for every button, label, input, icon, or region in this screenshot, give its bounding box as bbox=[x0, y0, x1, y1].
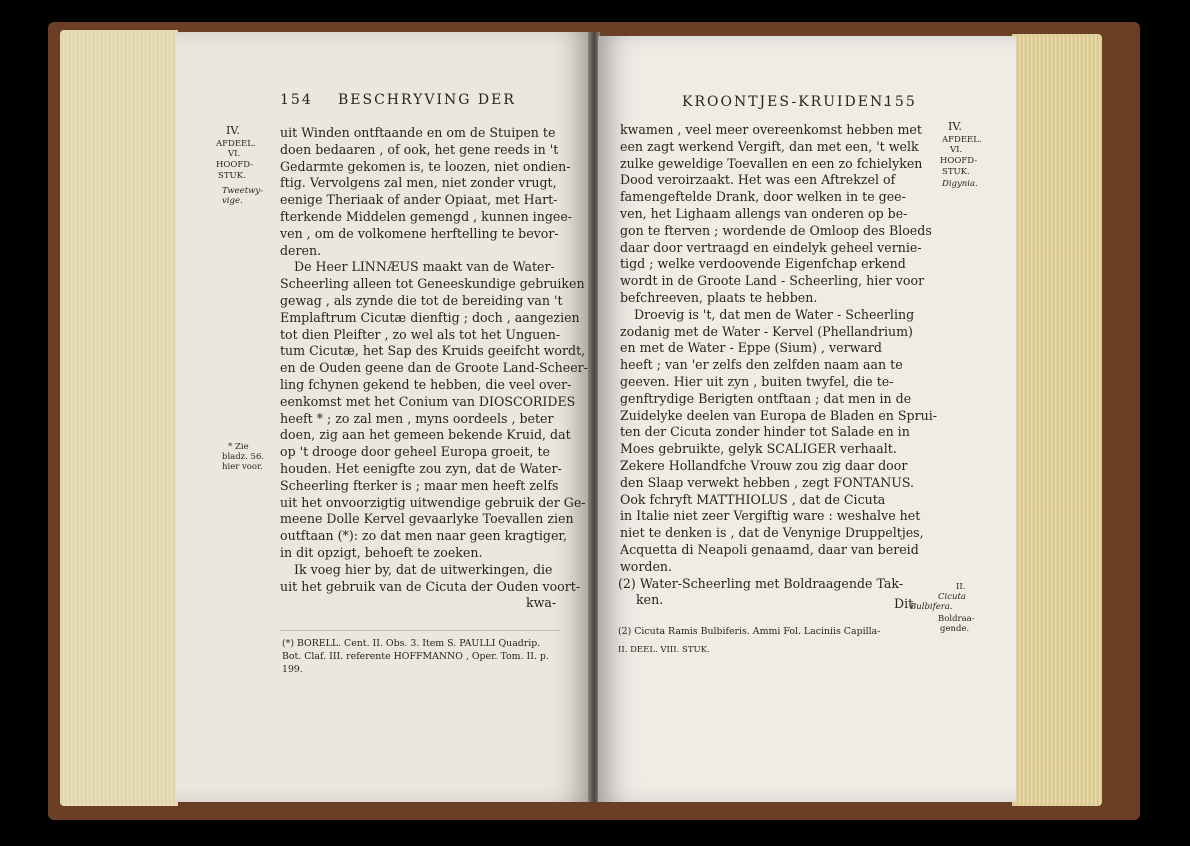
left-footnote-line: (*) BORELL. Cent. II. Obs. 3. Item S. PAULLI Quadrip. bbox=[282, 638, 541, 649]
margin-afdeel: AFDEEL. bbox=[942, 135, 982, 145]
right-text-line: niet te denken is , dat de Venynige Druppeltjes, bbox=[620, 525, 924, 541]
right-text-line: den Slaap verwekt hebben , zegt FONTANUS. bbox=[620, 474, 915, 490]
margin-afdeel-num: VI. bbox=[950, 145, 963, 155]
species-heading: (2) Water-Scheerling met Boldraagende Tak- bbox=[618, 576, 904, 591]
left-text-line: doen, zig aan het gemeen bekende Kruid, dat bbox=[280, 427, 571, 443]
species-margin: gende. bbox=[940, 624, 970, 634]
left-text-line: kwa- bbox=[526, 595, 557, 611]
right-text-line: Droevig is 't, dat men de Water - Scheerling bbox=[634, 306, 915, 322]
right-text-line: ten der Cicuta zonder hinder tot Salade en in bbox=[620, 424, 910, 440]
species-heading-cont: ken. bbox=[636, 592, 664, 607]
margin-part: IV. bbox=[226, 124, 240, 137]
left-text-line: uit Winden ontftaande en om de Stuipen te bbox=[280, 125, 556, 140]
right-text-line: Acquetta di Neapoli genaamd, daar van bereid bbox=[620, 542, 919, 557]
left-text-line: doen bedaaren , of ook, het gene reeds in 't bbox=[280, 141, 559, 157]
left-text-line: ven , om de volkomene herftelling te bevor- bbox=[280, 225, 559, 241]
right-page-number: 155 bbox=[884, 94, 917, 110]
margin-hoofd: HOOFD- bbox=[216, 160, 254, 170]
right-text-line: in Italie niet zeer Vergiftig ware : weshalve het bbox=[620, 508, 921, 524]
left-text-line: op 't drooge door geheel Europa groeit, te bbox=[280, 444, 550, 460]
right-text-line: geeven. Hier uit zyn , buiten twyfel, die te- bbox=[620, 374, 894, 389]
left-text-line: ling fchynen gekend te hebben, die veel over- bbox=[280, 377, 572, 392]
left-footnote-rule bbox=[280, 630, 560, 631]
left-text-line: outftaan (*): zo dat men naar geen kragtiger, bbox=[280, 528, 568, 544]
margin-note-page: bladz. 56. bbox=[222, 452, 265, 462]
left-text-line: Gedarmte gekomen is, te loozen, niet ondien- bbox=[280, 158, 571, 174]
left-text-line: eenige Theriaak of ander Opiaat, met Hart- bbox=[280, 192, 558, 208]
left-text-line: ftig. Vervolgens zal men, niet zonder vrugt, bbox=[280, 175, 557, 191]
species-margin: Boldraa- bbox=[938, 614, 975, 624]
left-text-line: Scheerling alleen tot Geneeskundige gebruiken bbox=[280, 276, 585, 292]
right-text-line: heeft ; van 'er zelfs den zelfden naam aan te bbox=[620, 357, 903, 373]
left-text-line: Scheerling fterker is ; maar men heeft zelfs bbox=[280, 477, 559, 493]
species-margin: Cicuta bbox=[938, 592, 966, 602]
margin-stuk: STUK. bbox=[218, 171, 246, 181]
margin-part: IV. bbox=[948, 120, 962, 133]
left-text-line: uit het onvoorzigtig uitwendige gebruik der Ge- bbox=[280, 494, 586, 510]
right-text-line: gon te fterven ; wordende de Omloop des Bloeds bbox=[620, 222, 932, 238]
left-text-line: houden. Het eenigfte zou zyn, dat de Water- bbox=[280, 461, 562, 476]
margin-note-ref: * Zie bbox=[228, 442, 249, 452]
right-text-line: Zekere Hollandfche Vrouw zou zig daar door bbox=[620, 458, 908, 473]
margin-afdeel-num: VI. bbox=[228, 149, 241, 159]
right-text-line: zodanig met de Water - Kervel (Phellandrium) bbox=[620, 323, 913, 339]
right-text-line: daar door vertraagd en eindelyk geheel vernie- bbox=[620, 239, 922, 255]
left-page bbox=[176, 32, 590, 802]
left-footnote-line: 199. bbox=[282, 664, 303, 675]
margin-class: Tweetwy- bbox=[222, 186, 264, 196]
right-running-head: KROONTJES-KRUIDEN. bbox=[682, 94, 890, 110]
margin-stuk: STUK. bbox=[942, 167, 970, 177]
left-text-line: in dit opzigt, behoeft te zoeken. bbox=[280, 545, 483, 560]
left-text-line: uit het gebruik van de Cicuta der Ouden voort- bbox=[280, 578, 581, 594]
left-text-line: gewag , als zynde die tot de bereiding van 't bbox=[280, 293, 563, 308]
species-margin: Bulbifera. bbox=[910, 602, 953, 612]
left-footnote-line: Bot. Claf. III. referente HOFFMANNO , Oper. Tom. II. p. bbox=[282, 651, 549, 662]
margin-note-here: hier voor. bbox=[222, 462, 263, 472]
left-page-edges bbox=[60, 30, 178, 806]
right-text-line: Dood veroirzaakt. Het was een Aftrekzel of bbox=[620, 172, 896, 188]
left-text-line: heeft * ; zo zal men , myns oordeels , beter bbox=[280, 410, 554, 426]
right-text-line: worden. bbox=[620, 558, 673, 574]
left-text-line: en de Ouden geene dan de Groote Land-Scheer- bbox=[280, 360, 588, 376]
left-page-number: 154 bbox=[280, 92, 313, 108]
right-text-line: een zagt werkend Vergift, dan met een, 't welk bbox=[620, 138, 919, 154]
right-text-line: famengeftelde Drank, door welken in te gee- bbox=[620, 189, 906, 205]
margin-order: Digynia. bbox=[942, 179, 978, 189]
margin-hoofd: HOOFD- bbox=[940, 156, 978, 166]
right-text-line: Moes gebruikte, gelyk SCALIGER verhaalt. bbox=[620, 441, 897, 457]
left-running-head: BESCHRYVING DER bbox=[338, 92, 516, 108]
right-text-line: Zuidelyke deelen van Europa de Bladen en Sprui- bbox=[620, 407, 938, 423]
margin-class-cont: vige. bbox=[222, 196, 243, 206]
left-text-line: Ik voeg hier by, dat de uitwerkingen, die bbox=[294, 561, 553, 577]
left-text-line: fterkende Middelen gemengd , kunnen ingee- bbox=[280, 209, 573, 224]
signature-mark: II. DEEL. VIII. STUK. bbox=[618, 645, 710, 655]
left-text-line: tot dien Pleifter , zo wel als tot het Unguen- bbox=[280, 326, 561, 342]
catchword: Dit bbox=[894, 596, 914, 611]
right-text-line: befchreeven, plaats te hebben. bbox=[620, 290, 818, 305]
left-text-line: Emplaftrum Cicutæ dienftig ; doch , aangezien bbox=[280, 309, 580, 325]
right-text-line: kwamen , veel meer overeenkomst hebben met bbox=[620, 122, 922, 137]
right-footnote-line: (2) Cicuta Ramis Bulbiferis. Ammi Fol. Laciniis Capilla- bbox=[618, 626, 881, 637]
right-text-line: genftrydige Berigten ontftaan ; dat men in de bbox=[620, 390, 912, 406]
left-text-line: tum Cicutæ, het Sap des Kruids geeifcht wordt, bbox=[280, 343, 586, 359]
right-page bbox=[598, 36, 1016, 802]
right-text-line: en met de Water - Eppe (Sium) , verward bbox=[620, 340, 882, 356]
right-text-line: tigd ; welke verdoovende Eigenfchap erkend bbox=[620, 256, 906, 272]
right-text-line: wordt in de Groote Land - Scheerling, hier voor bbox=[620, 273, 925, 289]
species-margin: II. bbox=[956, 582, 966, 592]
right-text-line: ven, het Lighaam allengs van onderen op be- bbox=[620, 206, 908, 221]
right-page-edges bbox=[1012, 34, 1102, 806]
left-text-line: deren. bbox=[280, 242, 322, 258]
right-text-line: zulke geweldige Toevallen en een zo fchielyken bbox=[620, 155, 923, 171]
left-text-line: De Heer LINNÆUS maakt van de Water- bbox=[294, 259, 555, 275]
right-text-line: Ook fchryft MATTHIOLUS , dat de Cicuta bbox=[620, 491, 886, 507]
left-text-line: eenkomst met het Conium van DIOSCORIDES bbox=[280, 393, 576, 409]
margin-afdeel: AFDEEL. bbox=[216, 139, 256, 149]
left-text-line: meene Dolle Kervel gevaarlyke Toevallen zien bbox=[280, 511, 574, 527]
